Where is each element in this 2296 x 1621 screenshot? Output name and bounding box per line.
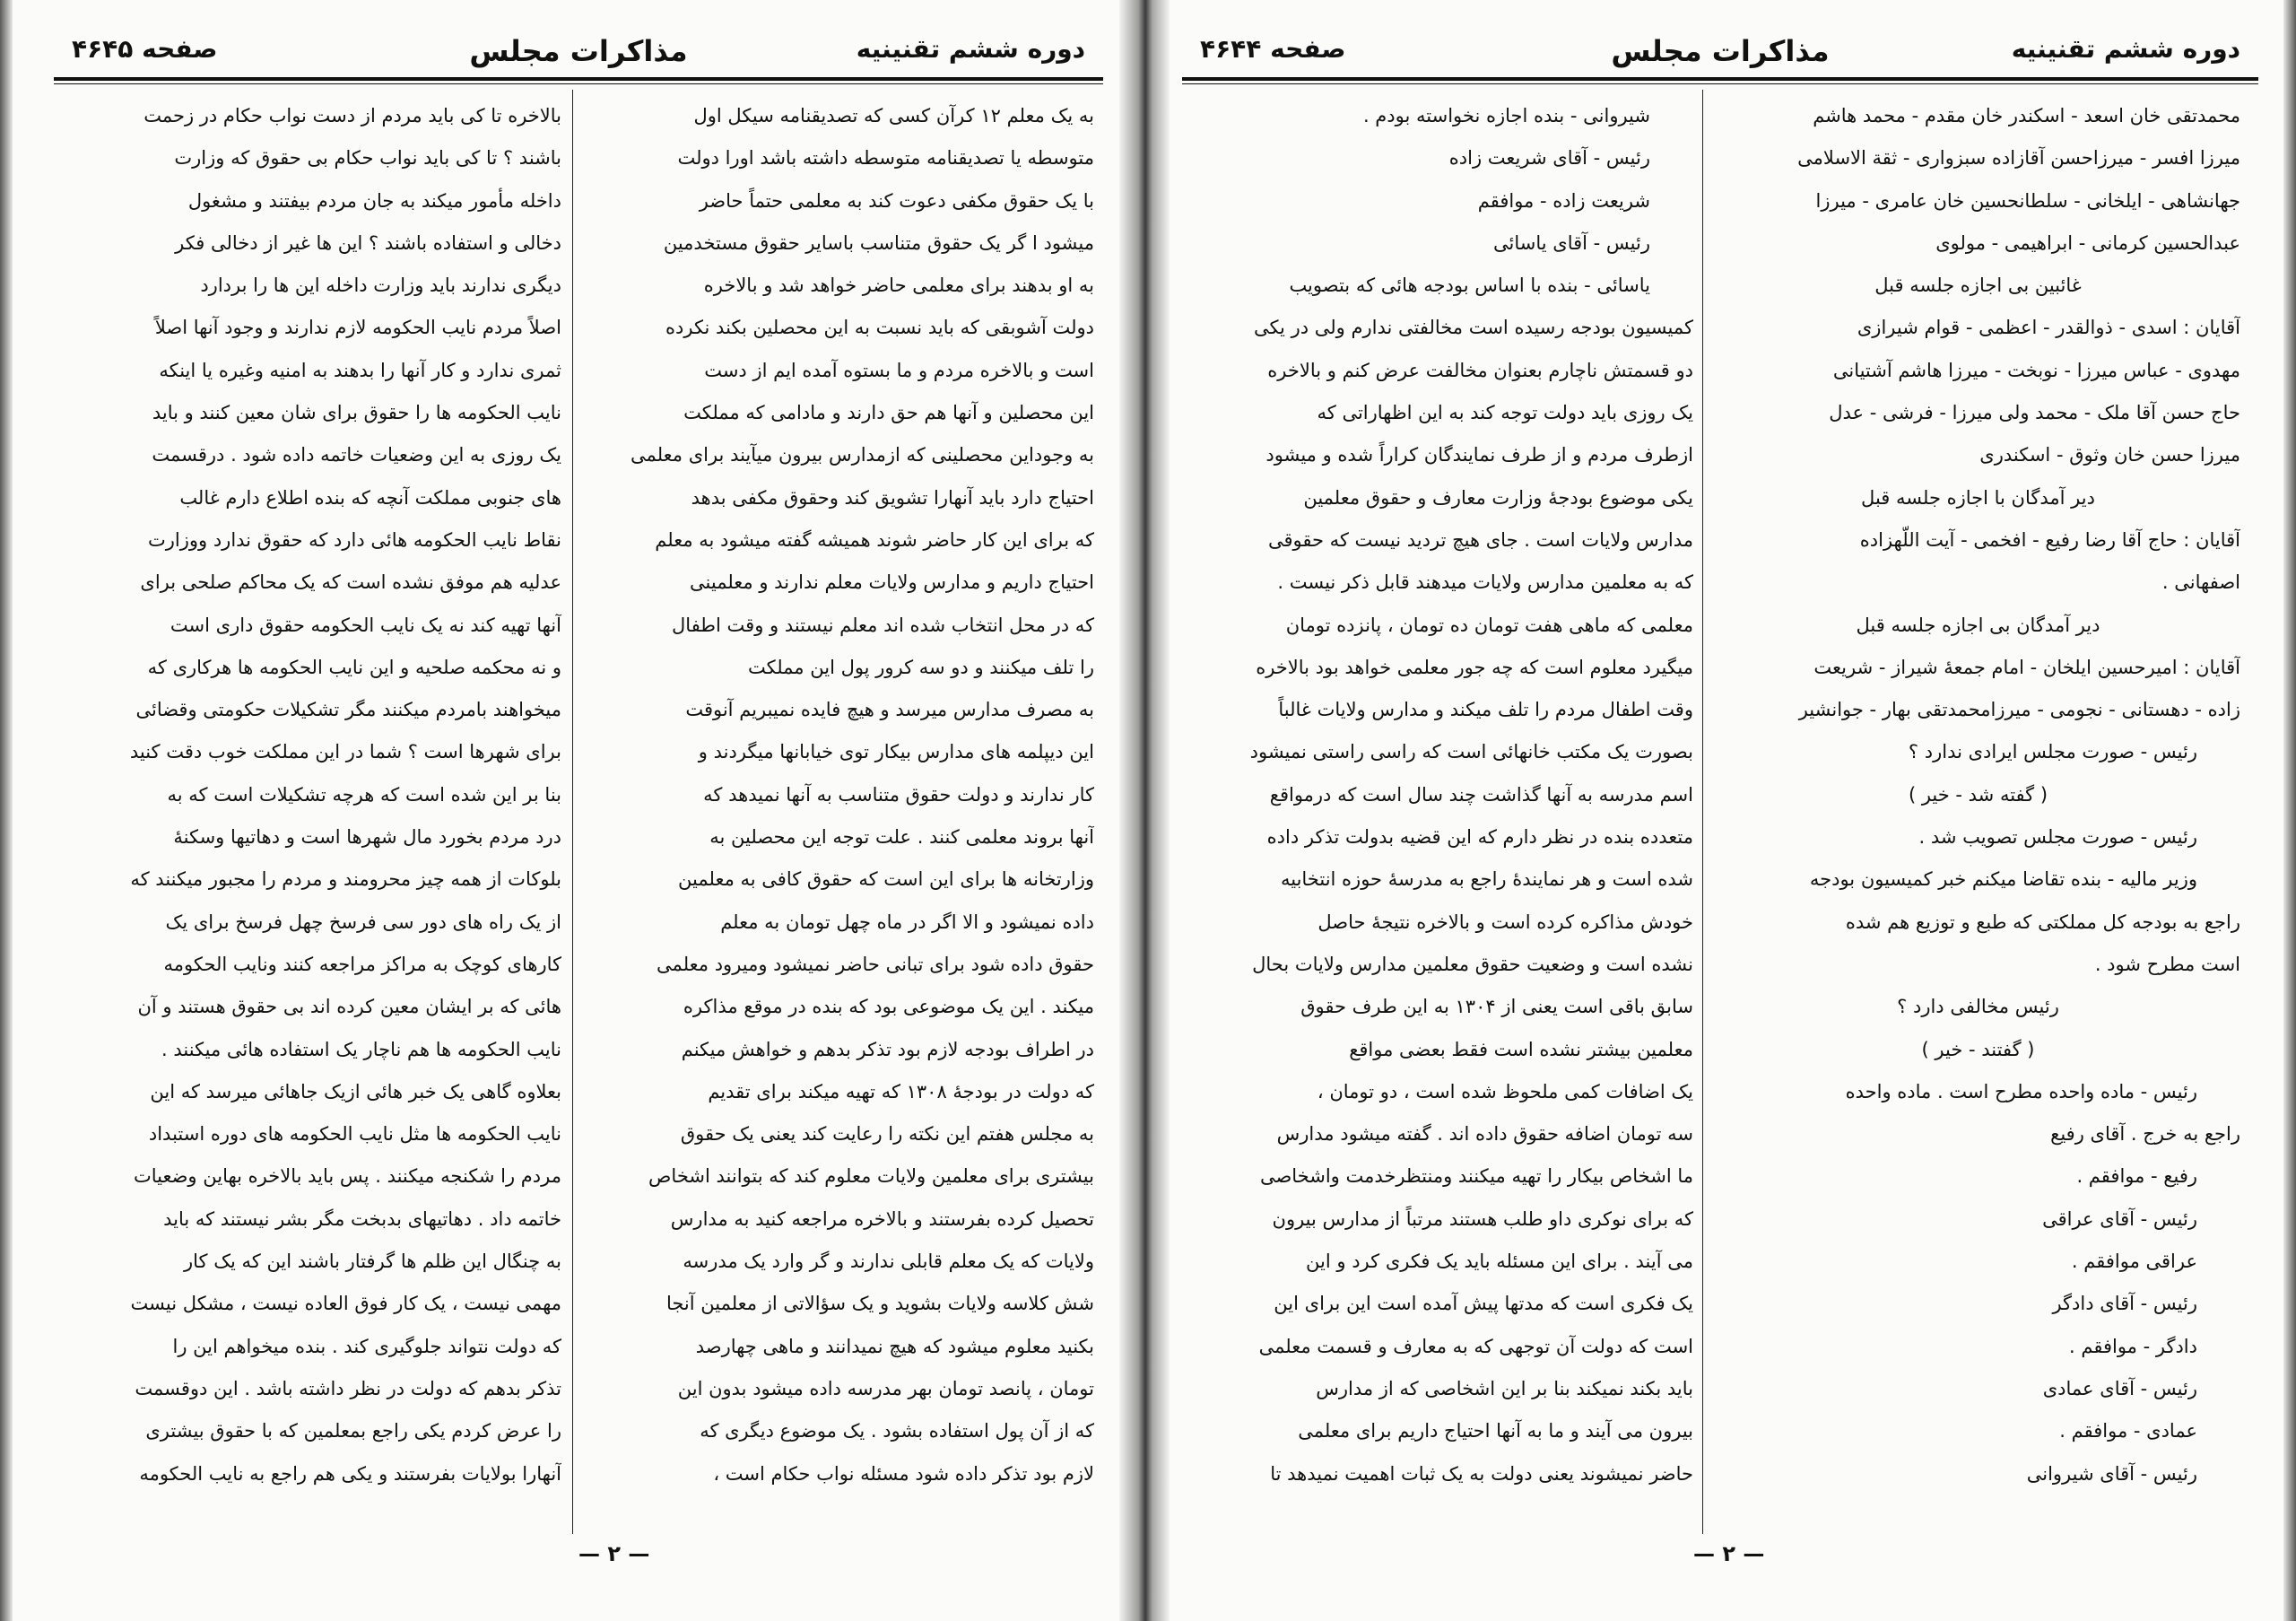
text-line: یک روزی به این وضعیات خاتمه داده شود . درقسمت bbox=[152, 444, 561, 466]
text-line: رئیس - صورت مجلس تصویب شد . bbox=[1918, 826, 2197, 849]
text-line: دیر آمدگان بی اجازه جلسه قبل bbox=[1856, 614, 2100, 636]
text-line: یک فکری است که مدتها پیش آمده است این برای این bbox=[1274, 1293, 1693, 1315]
text-line: ما اشخاص بیکار را تهیه میکنند ومنتظرخدمت واشخاصی bbox=[1259, 1165, 1693, 1188]
left-header-rule-thin bbox=[54, 83, 1103, 84]
text-line: در اطراف بودجه لازم بود تذکر بدهم و خواهش میکنم bbox=[681, 1038, 1094, 1060]
text-line: اصفهانی . bbox=[2161, 571, 2240, 594]
text-line: رئیس - آقای یاسائی bbox=[1493, 231, 1650, 254]
text-line: مهدوی - عباس میرزا - نوبخت - میرزا هاشم آشتیانی bbox=[1832, 359, 2240, 381]
text-line: و نه محکمه صلحیه و این نایب الحکومه ها هرکاری که bbox=[147, 656, 561, 678]
text-line: سابق باقی است یعنی از ۱۳۰۴ به این طرف حقوق bbox=[1300, 996, 1693, 1018]
text-line: تحصیل کرده بفرستند و بالاخره مراجعه کنید به مدارس bbox=[670, 1207, 1094, 1230]
left-page-marker: — ۲ — bbox=[578, 1541, 650, 1566]
right-page-marker: — ۲ — bbox=[1693, 1541, 1765, 1566]
text-line: باشند ؟ تا کی باید نواب حکام بی حقوق که وزارت bbox=[174, 147, 561, 170]
left-header-title: مذاکرات مجلس bbox=[469, 34, 688, 68]
text-line: می آیند . برای این مسئله باید یک فکری کرد و این bbox=[1306, 1251, 1693, 1273]
text-line: به مجلس هفتم این نکته را رعایت کند یعنی یک حقوق bbox=[680, 1123, 1094, 1146]
right-page bbox=[1182, 0, 2258, 1621]
text-line: داخله مأمور میکند به جان مردم بیفتند و مشغول bbox=[187, 189, 561, 212]
text-line: باید بکند نمیکند بنا بر این اشخاصی که از مدارس bbox=[1316, 1377, 1693, 1399]
text-line: تذکر بدهم که دولت در نظر داشته باشد . این دوقسمت bbox=[135, 1377, 561, 1399]
text-line: دیگری ندارند باید وزارت داخله این ها را بردارد bbox=[200, 275, 561, 297]
text-line: کارهای کوچک به مراکز مراجعه کنند ونایب الحکومه bbox=[163, 953, 561, 975]
text-line: این محصلین و آنها هم حق دارند و مادامی که مملکت bbox=[683, 402, 1094, 424]
text-line: وزارتخانه ها برای این است که حقوق کافی به معلمین bbox=[678, 868, 1094, 891]
text-line: رفیع - موافقم . bbox=[2076, 1165, 2197, 1188]
text-line: خاتمه داد . دهاتیهای بدبخت مگر بشر نیستند که باید bbox=[163, 1207, 561, 1230]
text-line: راجع به خرج . آقای رفیع bbox=[2050, 1123, 2240, 1146]
text-line: شده است و هر نمایندهٔ راجع به مدرسهٔ حوزه انتخابیه bbox=[1280, 868, 1693, 891]
text-line: رئیس مخالفی دارد ؟ bbox=[1897, 996, 2059, 1018]
left-page bbox=[54, 0, 1103, 1621]
text-line: حاج حسن آقا ملک - محمد ولی میرزا - فرشی - عدل bbox=[1829, 402, 2240, 424]
text-line: رئیس - آقای دادگر bbox=[2052, 1293, 2197, 1315]
left-page-column-rule bbox=[572, 90, 573, 1534]
text-line: حقوق داده شود برای تبانی حاضر نمیشود ومیرود معلمی bbox=[657, 953, 1094, 975]
text-line: نشده است و وضعیت حقوق معلمین مدارس ولایات بحال bbox=[1252, 953, 1693, 975]
text-line: بنا بر این شده است که هرچه تشکیلات است که به bbox=[167, 783, 561, 806]
text-line: که دولت نتواند جلوگیری کند . بنده میخواهم این را bbox=[172, 1335, 561, 1357]
text-line: بکنید معلوم میشود که هیچ نمیدانند و ماهی چهارصد bbox=[695, 1335, 1094, 1357]
text-line: به چنگال این ظلم ها گرفتار باشند این که یک کار bbox=[183, 1251, 561, 1273]
right-header-page-number: صفحه ۴۶۴۴ bbox=[1200, 34, 1346, 64]
text-line: است و بالاخره مردم و ما بستوه آمده ایم از دست bbox=[704, 359, 1094, 381]
text-line: آقایان : حاج آقا رضا رفیع - افخمی - آیت اللّهزاده bbox=[1859, 528, 2240, 551]
text-line: زاده - دهستانی - نجومی - میرزامحمدتقی بهار - جوانشیر bbox=[1798, 699, 2240, 721]
text-line: دولت آشوبقی که باید نسبت به این محصلین بکند نکرده bbox=[665, 317, 1094, 339]
text-line: مدارس ولایات است . جای هیچ تردید نیست که حقوقی bbox=[1267, 528, 1693, 551]
text-line: رئیس - آقای عمادی bbox=[2042, 1377, 2197, 1399]
right-header-session: دوره ششم تقنینیه bbox=[2011, 34, 2240, 64]
text-line: یاسائی - بنده با اساس بودجه هائی که بتصویب bbox=[1289, 275, 1650, 297]
text-line: میخواهند بامردم میکنند مگر تشکیلات حکومتی وقضائی bbox=[135, 699, 561, 721]
text-line: میشود ا گر یک حقوق متناسب باسایر حقوق مستخدمین bbox=[663, 231, 1094, 254]
text-line: شیروانی - بنده اجازه نخواسته بودم . bbox=[1362, 105, 1650, 126]
text-line: میرزا حسن خان وثوق - اسکندری bbox=[1979, 444, 2240, 466]
text-line: یک اضافات کمی ملحوظ شده است ، دو تومان ، bbox=[1317, 1080, 1693, 1102]
text-line: را تلف میکنند و دو سه کرور پول این مملکت bbox=[748, 656, 1094, 678]
text-line: عدلیه هم موفق نشده است که یک محاکم صلحی برای bbox=[140, 571, 561, 594]
text-line: ثمری ندارد و کار آنها را بدهند به امنیه وغیره یا اینکه bbox=[159, 359, 561, 381]
text-line: دخالی و استفاده باشند ؟ این ها غیر از دخالی فکر bbox=[175, 231, 561, 254]
left-header-page-number: صفحه ۴۶۴۵ bbox=[72, 34, 218, 64]
text-line: ( گفته شد - خیر ) bbox=[1908, 783, 2048, 806]
text-line: مردم را شکنجه میکنند . پس باید بالاخره بهاین وضعیات bbox=[133, 1165, 561, 1188]
right-header-rule-thin bbox=[1182, 83, 2258, 84]
text-line: احتیاج داریم و مدارس ولایات معلم ندارند و معلمینی bbox=[690, 571, 1094, 594]
left-header-session: دوره ششم تقنینیه bbox=[856, 34, 1085, 64]
text-line: رئیس - آقای عراقی bbox=[2042, 1207, 2197, 1230]
text-line: که در محل انتخاب شده اند معلم نیستند و وقت اطفال bbox=[672, 614, 1094, 636]
text-line: بصورت یک مکتب خانهائی است که راسی راستی نمیشود bbox=[1249, 741, 1693, 763]
text-line: اسم مدرسه به آنها گذاشت چند سال است که درمواقع bbox=[1269, 783, 1693, 806]
text-line: میکند . این یک موضوعی بود که بنده در موقع مذاکره bbox=[683, 996, 1094, 1018]
text-line: نایب الحکومه ها هم ناچار یک استفاده هائی میکنند . bbox=[161, 1038, 561, 1060]
text-line: آنهارا بولایات بفرستند و یکی هم راجع به نایب الحکومه bbox=[139, 1462, 561, 1485]
text-line: سه تومان اضافه حقوق داده اند . گفته میشود مدارس bbox=[1276, 1123, 1693, 1146]
text-line: است مطرح شود . bbox=[2094, 953, 2240, 975]
text-line: غائبین بی اجازه جلسه قبل bbox=[1874, 275, 2082, 297]
text-line: دادگر - موافقم . bbox=[2069, 1335, 2197, 1357]
text-line: آنها بروند معلمی کنند . علت توجه این محصلین به bbox=[709, 826, 1094, 849]
text-line: بلوکات از همه چیز محرومند و مردم را مجبور میکنند که bbox=[130, 868, 561, 891]
text-line: حاضر نمیشوند یعنی دولت به یک ثبات اهمیت نمیدهد تا bbox=[1270, 1462, 1693, 1485]
text-line: نایب الحکومه ها مثل نایب الحکومه های دوره استبداد bbox=[148, 1123, 561, 1146]
text-line: به مصرف مدارس میرسد و هیچ فایده نمیبریم آنوقت bbox=[685, 699, 1094, 721]
text-line: ولایات که یک معلم قابلی ندارند و گر وارد یک مدرسه bbox=[683, 1251, 1094, 1273]
text-line: آقایان : امیرحسین ایلخان - امام جمعهٔ شیراز - شریعت bbox=[1813, 656, 2240, 678]
text-line: معلمین بیشتر نشده است فقط بعضی مواقع bbox=[1349, 1038, 1693, 1060]
text-line: جهانشاهی - ایلخانی - سلطانحسین خان عامری - میرزا bbox=[1815, 189, 2240, 212]
right-page-header bbox=[1182, 31, 2258, 74]
text-line: آقایان : اسدی - ذوالقدر - اعظمی - قوام شیرازی bbox=[1857, 317, 2240, 339]
text-line: نقاط نایب الحکومه هائی دارد که حقوق ندارد ووزارت bbox=[147, 528, 561, 551]
text-line: دیر آمدگان با اجازه جلسه قبل bbox=[1861, 486, 2095, 509]
text-line: که به معلمین مدارس ولایات میدهند قابل ذکر نیست . bbox=[1277, 571, 1693, 594]
text-line: عبدالحسین کرمانی - ابراهیمی - مولوی bbox=[1935, 231, 2240, 254]
text-line: مهمی نیست ، یک کار فوق العاده نیست ، مشکل نیست bbox=[130, 1293, 561, 1315]
text-line: رئیس - آقای شریعت زاده bbox=[1448, 147, 1650, 170]
text-line: از یک راه های دور سی فرسخ چهل فرسخ برای یک bbox=[165, 911, 561, 933]
text-line: نایب الحکومه ها را حقوق برای شان معین کنند و باید bbox=[152, 402, 561, 424]
text-line: رئیس - ماده واحده مطرح است . ماده واحده bbox=[1845, 1080, 2197, 1102]
right-page-edge bbox=[2283, 0, 2296, 1621]
text-line: یکی موضوع بودجهٔ وزارت معارف و حقوق معلمین bbox=[1303, 486, 1693, 509]
text-line: شش کلاسه ولایات بشوید و یک سؤالاتی از معلمین آنجا bbox=[665, 1293, 1094, 1315]
text-line: وزیر مالیه - بنده تقاضا میکنم خبر کمیسیون بودجه bbox=[1809, 868, 2197, 891]
text-line: های جنوبی مملکت آنچه که بنده اطلاع دارم غالب bbox=[179, 486, 561, 509]
text-line: وقت اطفال مردم را تلف میکند و مدارس ولایات غالباً bbox=[1278, 699, 1693, 721]
text-line: آنها تهیه کند نه یک نایب الحکومه حقوق داری است bbox=[170, 614, 561, 636]
left-page-edge bbox=[0, 0, 13, 1621]
text-line: ازطرف مردم و از طرف نمایندگان کراراً شده و میشود bbox=[1265, 444, 1693, 466]
text-line: داده نمیشود و الا اگر در ماه چهل تومان به معلم bbox=[720, 911, 1094, 933]
text-line: هائی که بر ایشان معین کرده اند بی حقوق هستند و آن bbox=[137, 996, 561, 1018]
text-line: متوسطه یا تصدیقنامه متوسطه داشته باشد اورا دولت bbox=[677, 147, 1094, 170]
right-header-title: مذاکرات مجلس bbox=[1611, 34, 1830, 68]
text-line: دو قسمتش ناچارم بعنوان مخالفت عرض کنم و بالاخره bbox=[1267, 359, 1693, 381]
text-line: یک روزی باید دولت توجه کند به این اظهاراتی که bbox=[1317, 402, 1693, 424]
text-line: ( گفتند - خیر ) bbox=[1921, 1038, 2035, 1060]
text-line: تومان ، پانصد تومان بهر مدرسه داده میشود بدون این bbox=[677, 1377, 1094, 1399]
text-line: معلمی که ماهی هفت تومان ده تومان ، پانزده تومان bbox=[1285, 614, 1693, 636]
text-line: راجع به بودجه کل مملکتی که طبع و توزیع هم شده bbox=[1845, 911, 2240, 933]
text-line: که دولت در بودجهٔ ۱۳۰۸ که تهیه میکند برای تقدیم bbox=[708, 1080, 1094, 1102]
text-line: درد مردم بخورد مال شهرها است و دهاتیها وسکنهٔ bbox=[173, 826, 561, 849]
left-header-rule bbox=[54, 77, 1103, 81]
text-line: به یک معلم ۱۲ کرآن کسی که تصدیقنامه سیکل اول bbox=[693, 105, 1094, 126]
text-line: که از آن پول استفاده بشود . یک موضوع دیگری که bbox=[700, 1420, 1094, 1442]
text-line: محمدتقی خان اسعد - اسکندر خان مقدم - محمد هاشم bbox=[1813, 105, 2240, 126]
text-line: برای شهرها است ؟ شما در این مملکت خوب دقت کنید bbox=[129, 741, 561, 763]
left-page-left-column bbox=[63, 95, 561, 1521]
text-line: میرزا افسر - میرزاحسن آقازاده سبزواری - ثقة الاسلامی bbox=[1797, 147, 2240, 170]
text-line: متعدده بنده در نظر دارم که این قضیه بدولت تذکر داده bbox=[1266, 826, 1693, 849]
text-line: که برای این کار حاضر شوند همیشه گفته میشود به معلم bbox=[655, 528, 1094, 551]
text-line: بالاخره تا کی باید مردم از دست نواب حکام در زحمت bbox=[144, 105, 561, 126]
right-page-column-rule bbox=[1702, 90, 1703, 1534]
text-line: به او بدهند برای معلمی حاضر خواهد شد و بالاخره bbox=[703, 275, 1094, 297]
text-line: خودش مذاکره کرده است و بالاخره نتیجهٔ حاصل bbox=[1318, 911, 1693, 933]
text-line: رئیس - صورت مجلس ایرادی ندارد ؟ bbox=[1908, 741, 2197, 763]
text-line: لازم بود تذکر داده شود مسئله نواب حکام است ، bbox=[713, 1462, 1094, 1485]
text-line: رئیس - آقای شیروانی bbox=[2026, 1462, 2197, 1485]
text-line: به وجوداین محصلینی که ازمدارس بیرون میآیند برای معلمی bbox=[631, 444, 1094, 466]
text-line: این دیپلمه های مدارس بیکار توی خیابانها میگردند و bbox=[698, 741, 1094, 763]
text-line: کمیسیون بودجه رسیده است مخالفتی ندارم ولی در یکی bbox=[1253, 317, 1693, 339]
text-line: که برای نوکری داو طلب هستند مرتباً از مدارس بیرون bbox=[1272, 1207, 1693, 1230]
text-line: کار ندارند و دولت حقوق متناسب به آنها نمیدهد که bbox=[703, 783, 1094, 806]
text-line: عمادی - موافقم . bbox=[2059, 1420, 2197, 1442]
text-line: احتیاج دارد باید آنهارا تشویق کند وحقوق مکفی بدهد bbox=[691, 486, 1094, 509]
left-page-right-column bbox=[583, 95, 1094, 1521]
text-line: بیرون می آیند و ما به آنها احتیاج داریم برای معلمی bbox=[1298, 1420, 1693, 1442]
text-line: بعلاوه گاهی یک خبر هائی ازیک جاهائی میرسد که این bbox=[150, 1080, 561, 1102]
text-line: عراقی موافقم . bbox=[2071, 1251, 2197, 1273]
text-line: بیشتری برای معلمین ولایات معلوم کند که بتوانند اشخاص bbox=[648, 1165, 1094, 1188]
right-page-left-column bbox=[1191, 95, 1693, 1521]
right-page-right-column bbox=[1716, 95, 2240, 1521]
text-line: شریعت زاده - موافقم bbox=[1477, 189, 1650, 212]
text-line: میگیرد معلوم است که چه جور معلمی خواهد بود بالاخره bbox=[1256, 656, 1693, 678]
right-header-rule bbox=[1182, 77, 2258, 81]
left-page-header bbox=[54, 31, 1103, 74]
book-gutter bbox=[1119, 0, 1170, 1621]
text-line: اصلاً مردم نایب الحکومه لازم ندارند و وجود آنها اصلاً bbox=[154, 317, 561, 339]
text-line: را عرض کردم یکی راجع بمعلمین که با حقوق بیشتری bbox=[145, 1420, 561, 1442]
text-line: است که دولت آن توجهی که به معارف و قسمت معلمی bbox=[1258, 1335, 1693, 1357]
text-line: با یک حقوق مکفی دعوت کند به معلمی حتماً حاضر bbox=[699, 189, 1094, 212]
